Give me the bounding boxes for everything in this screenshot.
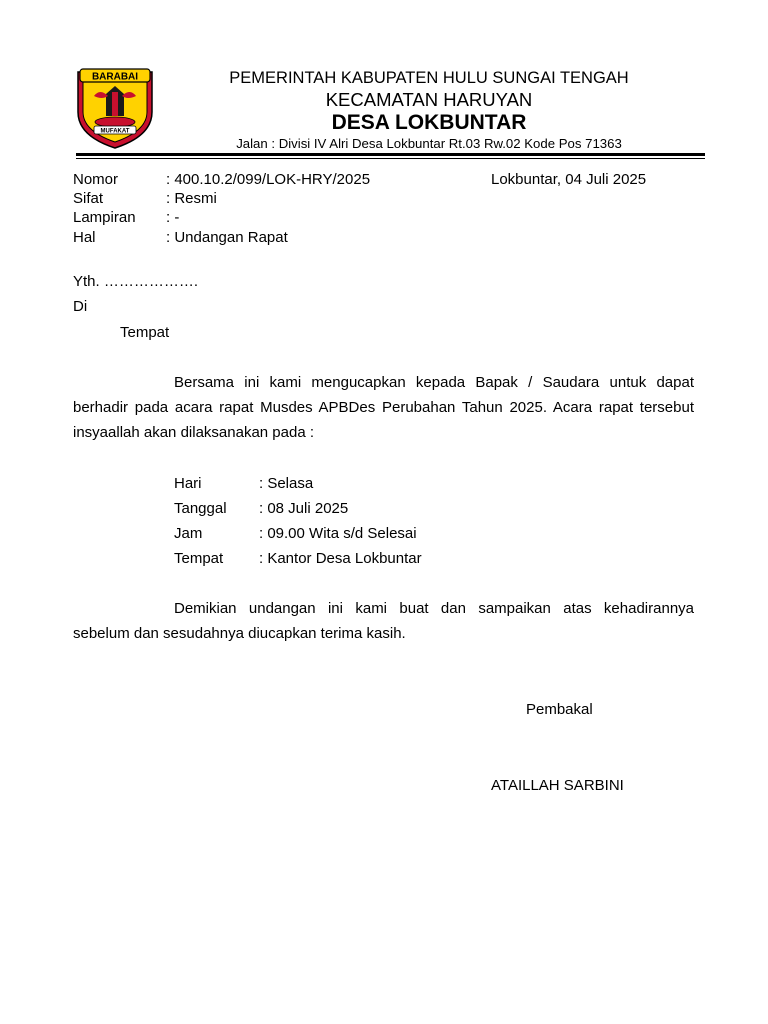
schedule-hari-label: Hari bbox=[174, 475, 202, 492]
lampiran-label: Lampiran bbox=[73, 209, 136, 226]
schedule-jam-value: : 09.00 Wita s/d Selesai bbox=[259, 525, 417, 542]
sifat-value: : Resmi bbox=[166, 190, 217, 207]
letterhead-divider-thin bbox=[76, 158, 705, 159]
opening-paragraph-line-2: berhadir pada acara rapat Musdes APBDes Perubahan Tahun 2025. Acara rapat tersebut bbox=[73, 399, 694, 416]
closing-paragraph-line-1: Demikian undangan ini kami buat dan sampaikan atas kehadirannya bbox=[174, 600, 694, 617]
opening-paragraph bbox=[73, 370, 694, 445]
schedule-jam-label: Jam bbox=[174, 525, 203, 542]
logo-text-bottom: MUFAKAT bbox=[100, 128, 130, 135]
nomor-label: Nomor bbox=[73, 171, 119, 188]
recipient-tempat: Tempat bbox=[120, 324, 170, 341]
opening-paragraph-line-3: insyaallah akan dilaksanakan pada : bbox=[73, 424, 315, 441]
opening-paragraph-line-1: Bersama ini kami mengucapkan kepada Bapak / Saudara untuk dapat bbox=[174, 374, 694, 391]
hal-label: Hal bbox=[73, 229, 96, 246]
letterhead-address: Jalan : Divisi IV Alri Desa Lokbuntar Rt.03 Rw.02 Kode Pos 71363 bbox=[236, 136, 622, 151]
letterhead-village: DESA LOKBUNTAR bbox=[331, 111, 527, 134]
schedule-tempat-value: : Kantor Desa Lokbuntar bbox=[259, 550, 422, 567]
closing-paragraph bbox=[73, 596, 694, 646]
nomor-value: : 400.10.2/099/LOK-HRY/2025 bbox=[166, 171, 371, 188]
letterhead-government: PEMERINTAH KABUPATEN HULU SUNGAI TENGAH bbox=[229, 69, 629, 87]
schedule-tempat-label: Tempat bbox=[174, 550, 224, 567]
lampiran-value: : - bbox=[166, 209, 180, 226]
letterhead-divider-thick bbox=[76, 153, 705, 156]
signature-title: Pembakal bbox=[526, 701, 593, 718]
recipient-di: Di bbox=[73, 298, 88, 315]
schedule-hari-value: : Selasa bbox=[259, 475, 314, 492]
schedule-tanggal-value: : 08 Juli 2025 bbox=[259, 500, 349, 517]
signature-name: ATAILLAH SARBINI bbox=[491, 777, 624, 794]
regency-logo-emblem bbox=[74, 66, 156, 150]
recipient-yth: Yth. ………………. bbox=[73, 273, 199, 290]
place-date: Lokbuntar, 04 Juli 2025 bbox=[491, 171, 647, 188]
hal-value: : Undangan Rapat bbox=[166, 229, 288, 246]
schedule-tanggal-label: Tanggal bbox=[174, 500, 227, 517]
sifat-label: Sifat bbox=[73, 190, 104, 207]
closing-paragraph-line-2: sebelum dan sesudahnya diucapkan terima kasih. bbox=[73, 625, 406, 642]
logo-text-top: BARABAI bbox=[91, 71, 139, 83]
letterhead-district: KECAMATAN HARUYAN bbox=[325, 89, 533, 110]
